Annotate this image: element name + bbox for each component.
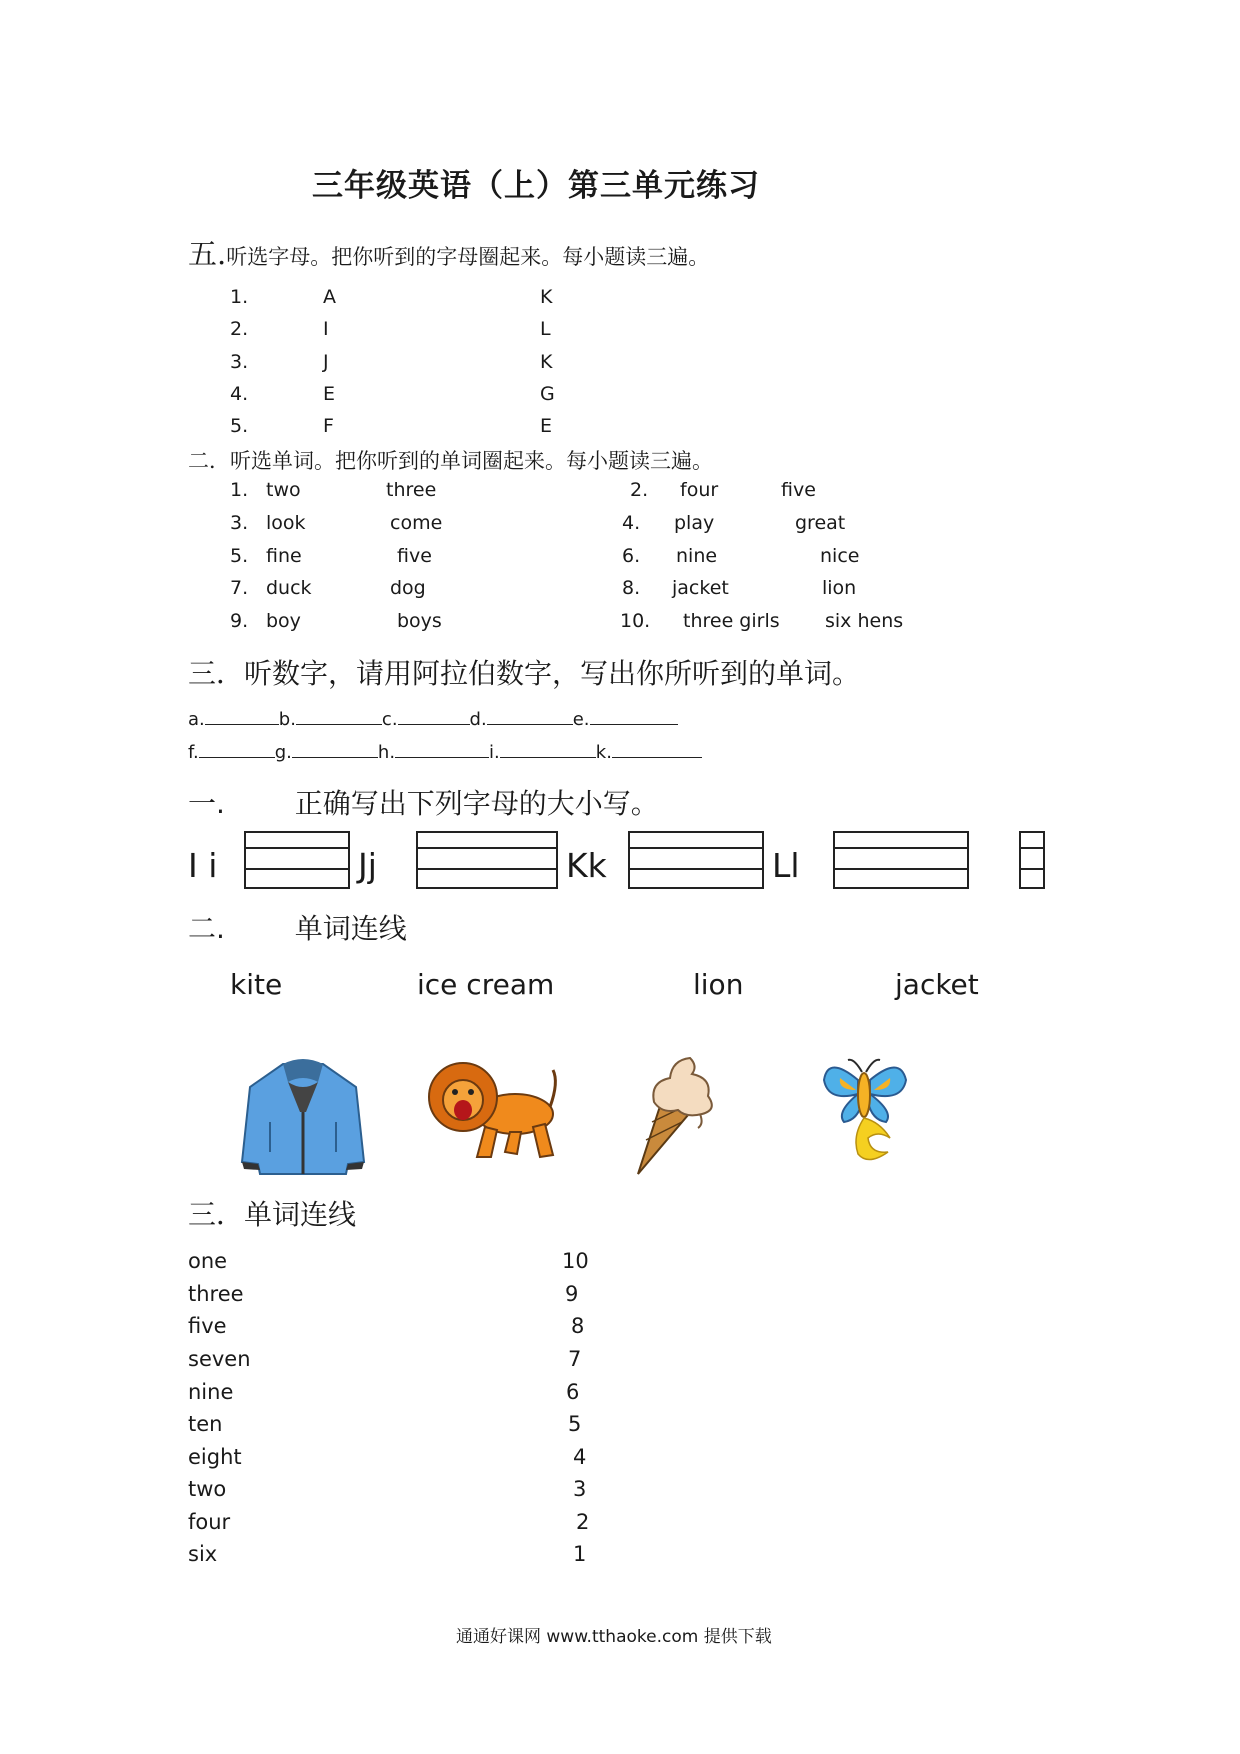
word-option-a[interactable]: boy — [266, 610, 301, 632]
section-number: 二. — [188, 912, 225, 945]
blank-label: a. — [188, 709, 205, 730]
writing-line — [1021, 847, 1043, 849]
item-number: 2. — [230, 318, 249, 340]
match-number-word[interactable]: five — [188, 1314, 227, 1338]
word-option-b[interactable]: lion — [822, 577, 857, 599]
section-match-heading — [188, 907, 407, 947]
word-option-a[interactable]: nine — [676, 545, 718, 567]
match-number-word[interactable]: ten — [188, 1412, 223, 1436]
word-option-a[interactable]: fine — [266, 545, 302, 567]
match-number-word[interactable]: four — [188, 1510, 231, 1534]
lion-picture — [425, 1052, 560, 1167]
word-option-a[interactable]: jacket — [672, 577, 729, 599]
section-letters-heading — [188, 232, 709, 273]
answer-blank[interactable] — [612, 737, 702, 758]
blank-label: b. — [278, 709, 296, 730]
kite-picture — [818, 1050, 913, 1170]
ice-cream-picture — [632, 1052, 722, 1177]
word-option-a[interactable]: look — [266, 512, 306, 534]
blank-label: i. — [489, 742, 500, 763]
section-numbers-heading: 三．听数字，请用阿拉伯数字，写出你所听到的单词。 — [188, 657, 861, 690]
answer-blank[interactable] — [500, 737, 596, 758]
blank-label: f. — [188, 742, 199, 763]
writing-line — [246, 868, 348, 870]
page-title: 三年级英语（上）第三单元练习 — [312, 168, 760, 204]
word-option-a[interactable]: four — [680, 479, 719, 501]
match-number-word[interactable]: one — [188, 1249, 228, 1273]
answer-blank[interactable] — [398, 704, 470, 725]
writing-lines[interactable] — [628, 831, 764, 889]
match-number-digit[interactable]: 6 — [566, 1380, 580, 1404]
blank-label: c. — [381, 709, 398, 730]
match-word[interactable]: lion — [693, 968, 744, 1001]
writing-lines[interactable] — [416, 831, 558, 889]
match-number-digit[interactable]: 9 — [565, 1282, 579, 1306]
word-option-b[interactable]: great — [795, 512, 846, 534]
item-number: 8. — [622, 577, 641, 599]
letter-pair: Kk — [566, 846, 607, 885]
writing-line — [418, 847, 556, 849]
blank-label: d. — [469, 709, 487, 730]
section-number-match-heading: 三．单词连线 — [188, 1198, 357, 1231]
writing-line — [1021, 868, 1043, 870]
match-number-word[interactable]: two — [188, 1477, 227, 1501]
jacket-picture — [238, 1052, 368, 1177]
match-number-word[interactable]: seven — [188, 1347, 251, 1371]
section-instruction: 听选字母。把你听到的字母圈起来。每小题读三遍。 — [226, 245, 710, 269]
match-number-digit[interactable]: 8 — [571, 1314, 585, 1338]
letter-option-b[interactable]: E — [540, 415, 553, 437]
word-option-a[interactable]: play — [674, 512, 715, 534]
writing-line — [835, 868, 967, 870]
letter-option-a[interactable]: A — [323, 286, 336, 308]
section-instruction: 正确写出下列字母的大小写。 — [294, 787, 659, 820]
match-number-word[interactable]: eight — [188, 1445, 242, 1469]
match-number-digit[interactable]: 4 — [573, 1445, 587, 1469]
writing-line — [630, 847, 762, 849]
match-number-word[interactable]: three — [188, 1282, 244, 1306]
answer-blank[interactable] — [199, 737, 275, 758]
letter-option-a[interactable]: F — [323, 415, 334, 437]
answer-blank[interactable] — [205, 704, 279, 725]
footer-note: 通通好课网 www.tthaoke.com 提供下载 — [456, 1627, 772, 1647]
word-option-a[interactable]: two — [266, 479, 301, 501]
word-option-b[interactable]: come — [390, 512, 443, 534]
blank-label: h. — [377, 742, 396, 763]
item-number: 4. — [230, 383, 249, 405]
word-option-b[interactable]: dog — [390, 577, 426, 599]
item-number: 2. — [630, 479, 649, 501]
section-number: 五. — [188, 237, 227, 271]
item-number: 1. — [230, 286, 249, 308]
letter-option-b[interactable]: K — [540, 351, 553, 373]
word-option-a[interactable]: three girls — [683, 610, 780, 632]
writing-lines[interactable] — [833, 831, 969, 889]
item-number: 7. — [230, 577, 249, 599]
word-option-b[interactable]: boys — [397, 610, 442, 632]
item-number: 3. — [230, 351, 249, 373]
letter-option-a[interactable]: I — [323, 318, 329, 340]
letter-option-b[interactable]: G — [540, 383, 555, 405]
letter-pair: Ll — [772, 846, 800, 885]
match-word[interactable]: kite — [230, 968, 283, 1001]
match-number-digit[interactable]: 10 — [562, 1249, 589, 1273]
match-word[interactable]: jacket — [895, 968, 979, 1001]
item-number: 1. — [230, 479, 249, 501]
section-words-heading: 二．听选单词。把你听到的单词圈起来。每小题读三遍。 — [188, 449, 713, 473]
word-option-a[interactable]: duck — [266, 577, 312, 599]
answer-blank[interactable] — [487, 704, 573, 725]
letter-option-b[interactable]: L — [540, 318, 551, 340]
word-option-b[interactable]: three — [386, 479, 437, 501]
answer-blank[interactable] — [395, 737, 489, 758]
letter-pair: Jj — [358, 846, 377, 885]
letter-option-b[interactable]: K — [540, 286, 553, 308]
writing-line — [418, 868, 556, 870]
writing-lines[interactable] — [244, 831, 350, 889]
letter-option-a[interactable]: E — [323, 383, 336, 405]
item-number: 3. — [230, 512, 249, 534]
blank-label: g. — [274, 742, 292, 763]
answer-blank[interactable] — [590, 704, 678, 725]
blank-row — [188, 737, 702, 763]
word-option-b[interactable]: nice — [820, 545, 860, 567]
section-number: 一. — [188, 787, 225, 820]
answer-blank[interactable] — [292, 737, 378, 758]
match-word[interactable]: ice cream — [417, 968, 555, 1001]
word-option-b[interactable]: five — [781, 479, 816, 501]
word-option-b[interactable]: six hens — [825, 610, 904, 632]
item-number: 10. — [620, 610, 651, 632]
letter-option-a[interactable]: J — [323, 351, 329, 373]
section-instruction: 单词连线 — [294, 912, 407, 945]
writing-line — [630, 868, 762, 870]
item-number: 5. — [230, 545, 249, 567]
answer-blank[interactable] — [296, 704, 382, 725]
word-option-b[interactable]: five — [397, 545, 432, 567]
writing-line — [835, 847, 967, 849]
writing-line — [246, 847, 348, 849]
match-number-digit[interactable]: 5 — [568, 1412, 582, 1436]
blank-label: e. — [572, 709, 590, 730]
match-number-digit[interactable]: 1 — [573, 1542, 587, 1566]
writing-lines[interactable] — [1019, 831, 1045, 889]
item-number: 6. — [622, 545, 641, 567]
section-case-heading — [188, 782, 659, 822]
match-number-digit[interactable]: 7 — [568, 1347, 582, 1371]
match-number-digit[interactable]: 3 — [573, 1477, 587, 1501]
item-number: 9. — [230, 610, 249, 632]
letter-pair: I i — [188, 846, 218, 885]
item-number: 5. — [230, 415, 249, 437]
match-number-word[interactable]: six — [188, 1542, 218, 1566]
item-number: 4. — [622, 512, 641, 534]
blank-row — [188, 704, 678, 730]
match-number-digit[interactable]: 2 — [576, 1510, 590, 1534]
match-number-word[interactable]: nine — [188, 1380, 234, 1404]
blank-label: k. — [595, 742, 612, 763]
